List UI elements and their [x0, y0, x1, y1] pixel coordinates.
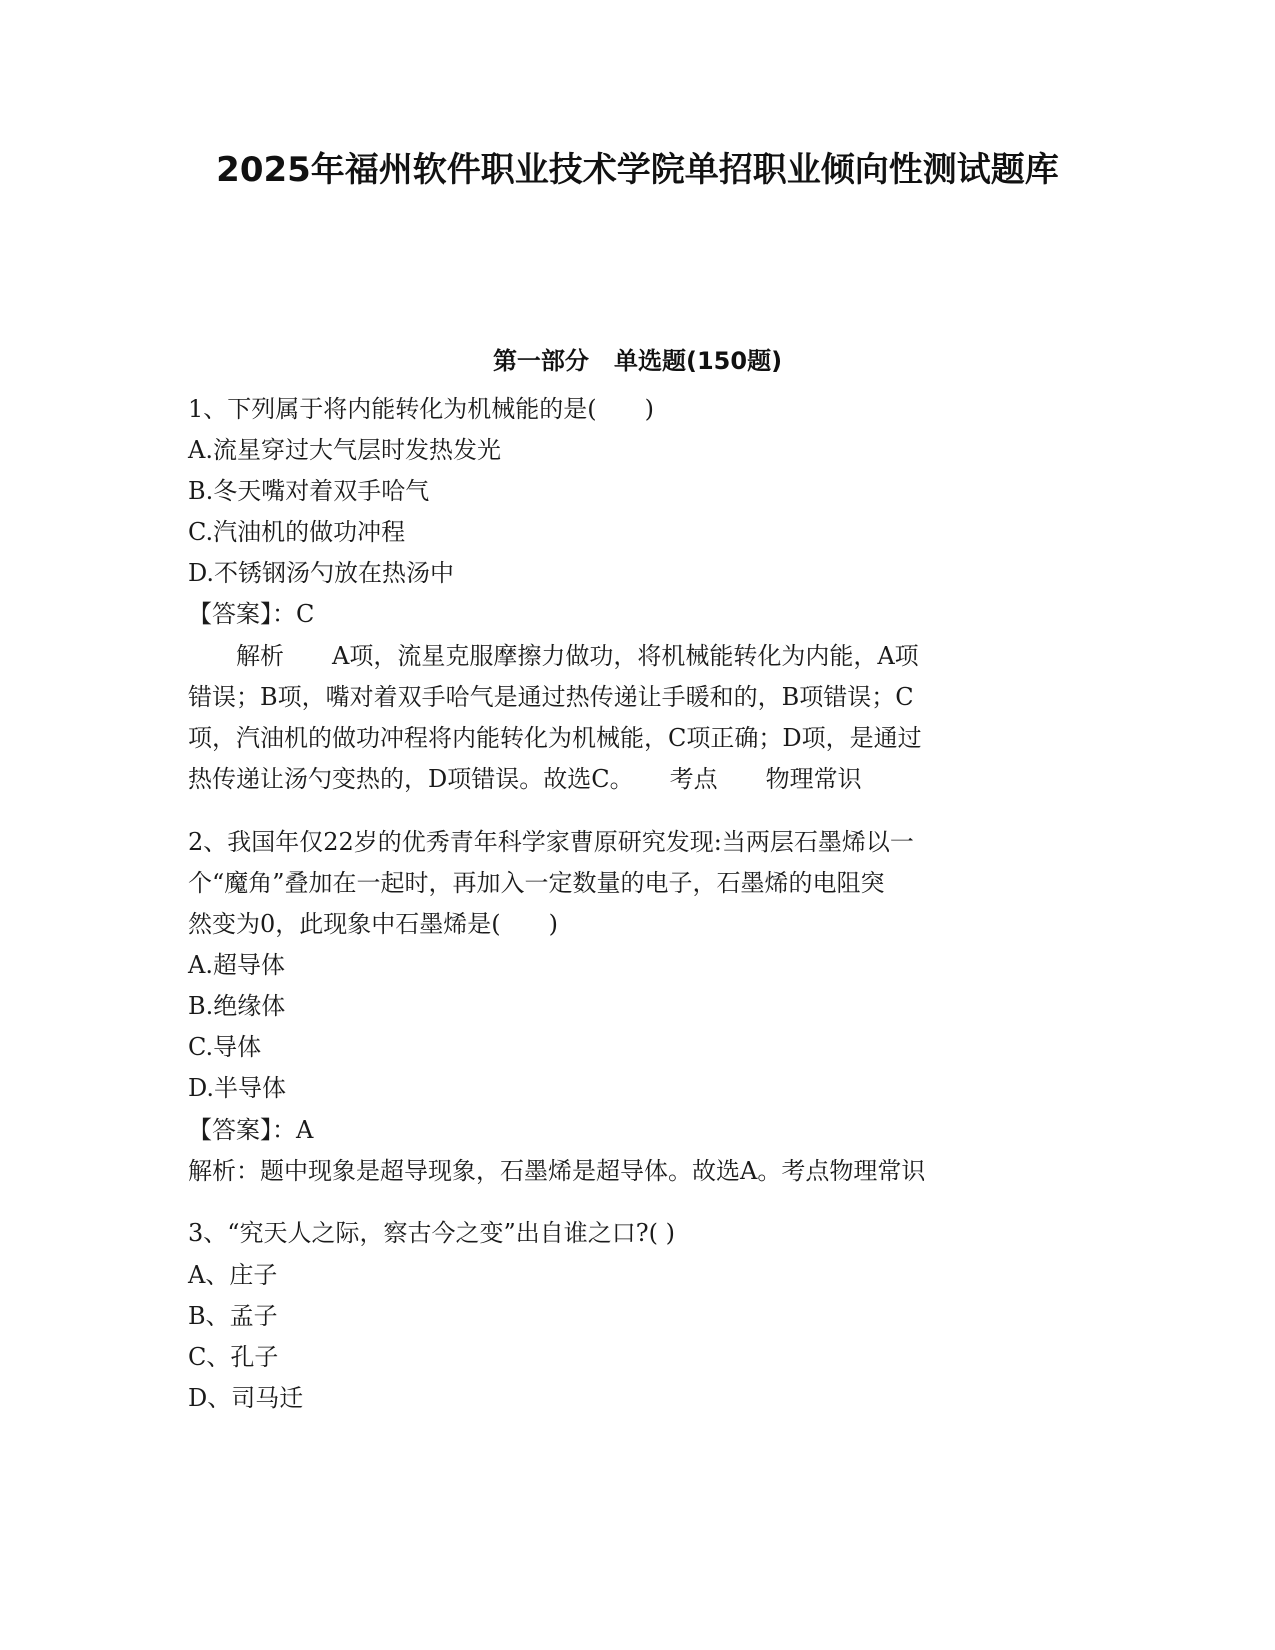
question-2-stem-line: 然变为0，此现象中石墨烯是( ) [188, 910, 558, 938]
question-2-explanation-line: 解析：题中现象是超导现象，石墨烯是超导体。故选A。考点物理常识 [188, 1157, 926, 1185]
question-1-option-b: B.冬天嘴对着双手哈气 [188, 477, 430, 505]
question-1-explanation-line: 错误；B项，嘴对着双手哈气是通过热传递让手暖和的，B项错误；C [188, 683, 914, 711]
question-2-answer: 【答案】：A [188, 1116, 314, 1144]
document-title: 2025年福州软件职业技术学院单招职业倾向性测试题库 [216, 150, 1059, 190]
question-1-explanation-line: 热传递让汤勺变热的，D项错误。故选C。 考点 物理常识 [188, 765, 862, 793]
question-2-stem-line: 2、我国年仅22岁的优秀青年科学家曹原研究发现:当两层石墨烯以一 [188, 828, 914, 856]
question-3-option-a: A、庄子 [188, 1261, 278, 1289]
question-2-option-b: B.绝缘体 [188, 992, 286, 1020]
section-heading: 第一部分 单选题(150题) [492, 347, 783, 375]
question-1-option-a: A.流星穿过大气层时发热发光 [188, 436, 501, 464]
question-1-option-d: D.不锈钢汤勺放在热汤中 [188, 559, 455, 587]
question-2-option-d: D.半导体 [188, 1074, 287, 1102]
question-3-stem: 3、“究天人之际，察古今之变”出自谁之口?( ) [188, 1219, 676, 1247]
question-3-option-b: B、孟子 [188, 1302, 278, 1330]
question-1-option-c: C.汽油机的做功冲程 [188, 518, 406, 546]
question-1-explanation-line: 解析 A项，流星克服摩擦力做功，将机械能转化为内能，A项 [188, 642, 919, 670]
question-3-option-c: C、孔子 [188, 1343, 279, 1371]
question-3-option-d: D、司马迁 [188, 1384, 304, 1412]
question-1-stem: 1、下列属于将内能转化为机械能的是( ) [188, 395, 654, 423]
question-1-explanation-line: 项，汽油机的做功冲程将内能转化为机械能，C项正确；D项，是通过 [188, 724, 922, 752]
question-2-option-a: A.超导体 [188, 951, 285, 979]
question-2-option-c: C.导体 [188, 1033, 262, 1061]
question-1-answer: 【答案】：C [188, 600, 315, 628]
question-2-stem-line: 个“魔角”叠加在一起时，再加入一定数量的电子，石墨烯的电阻突 [188, 869, 885, 897]
